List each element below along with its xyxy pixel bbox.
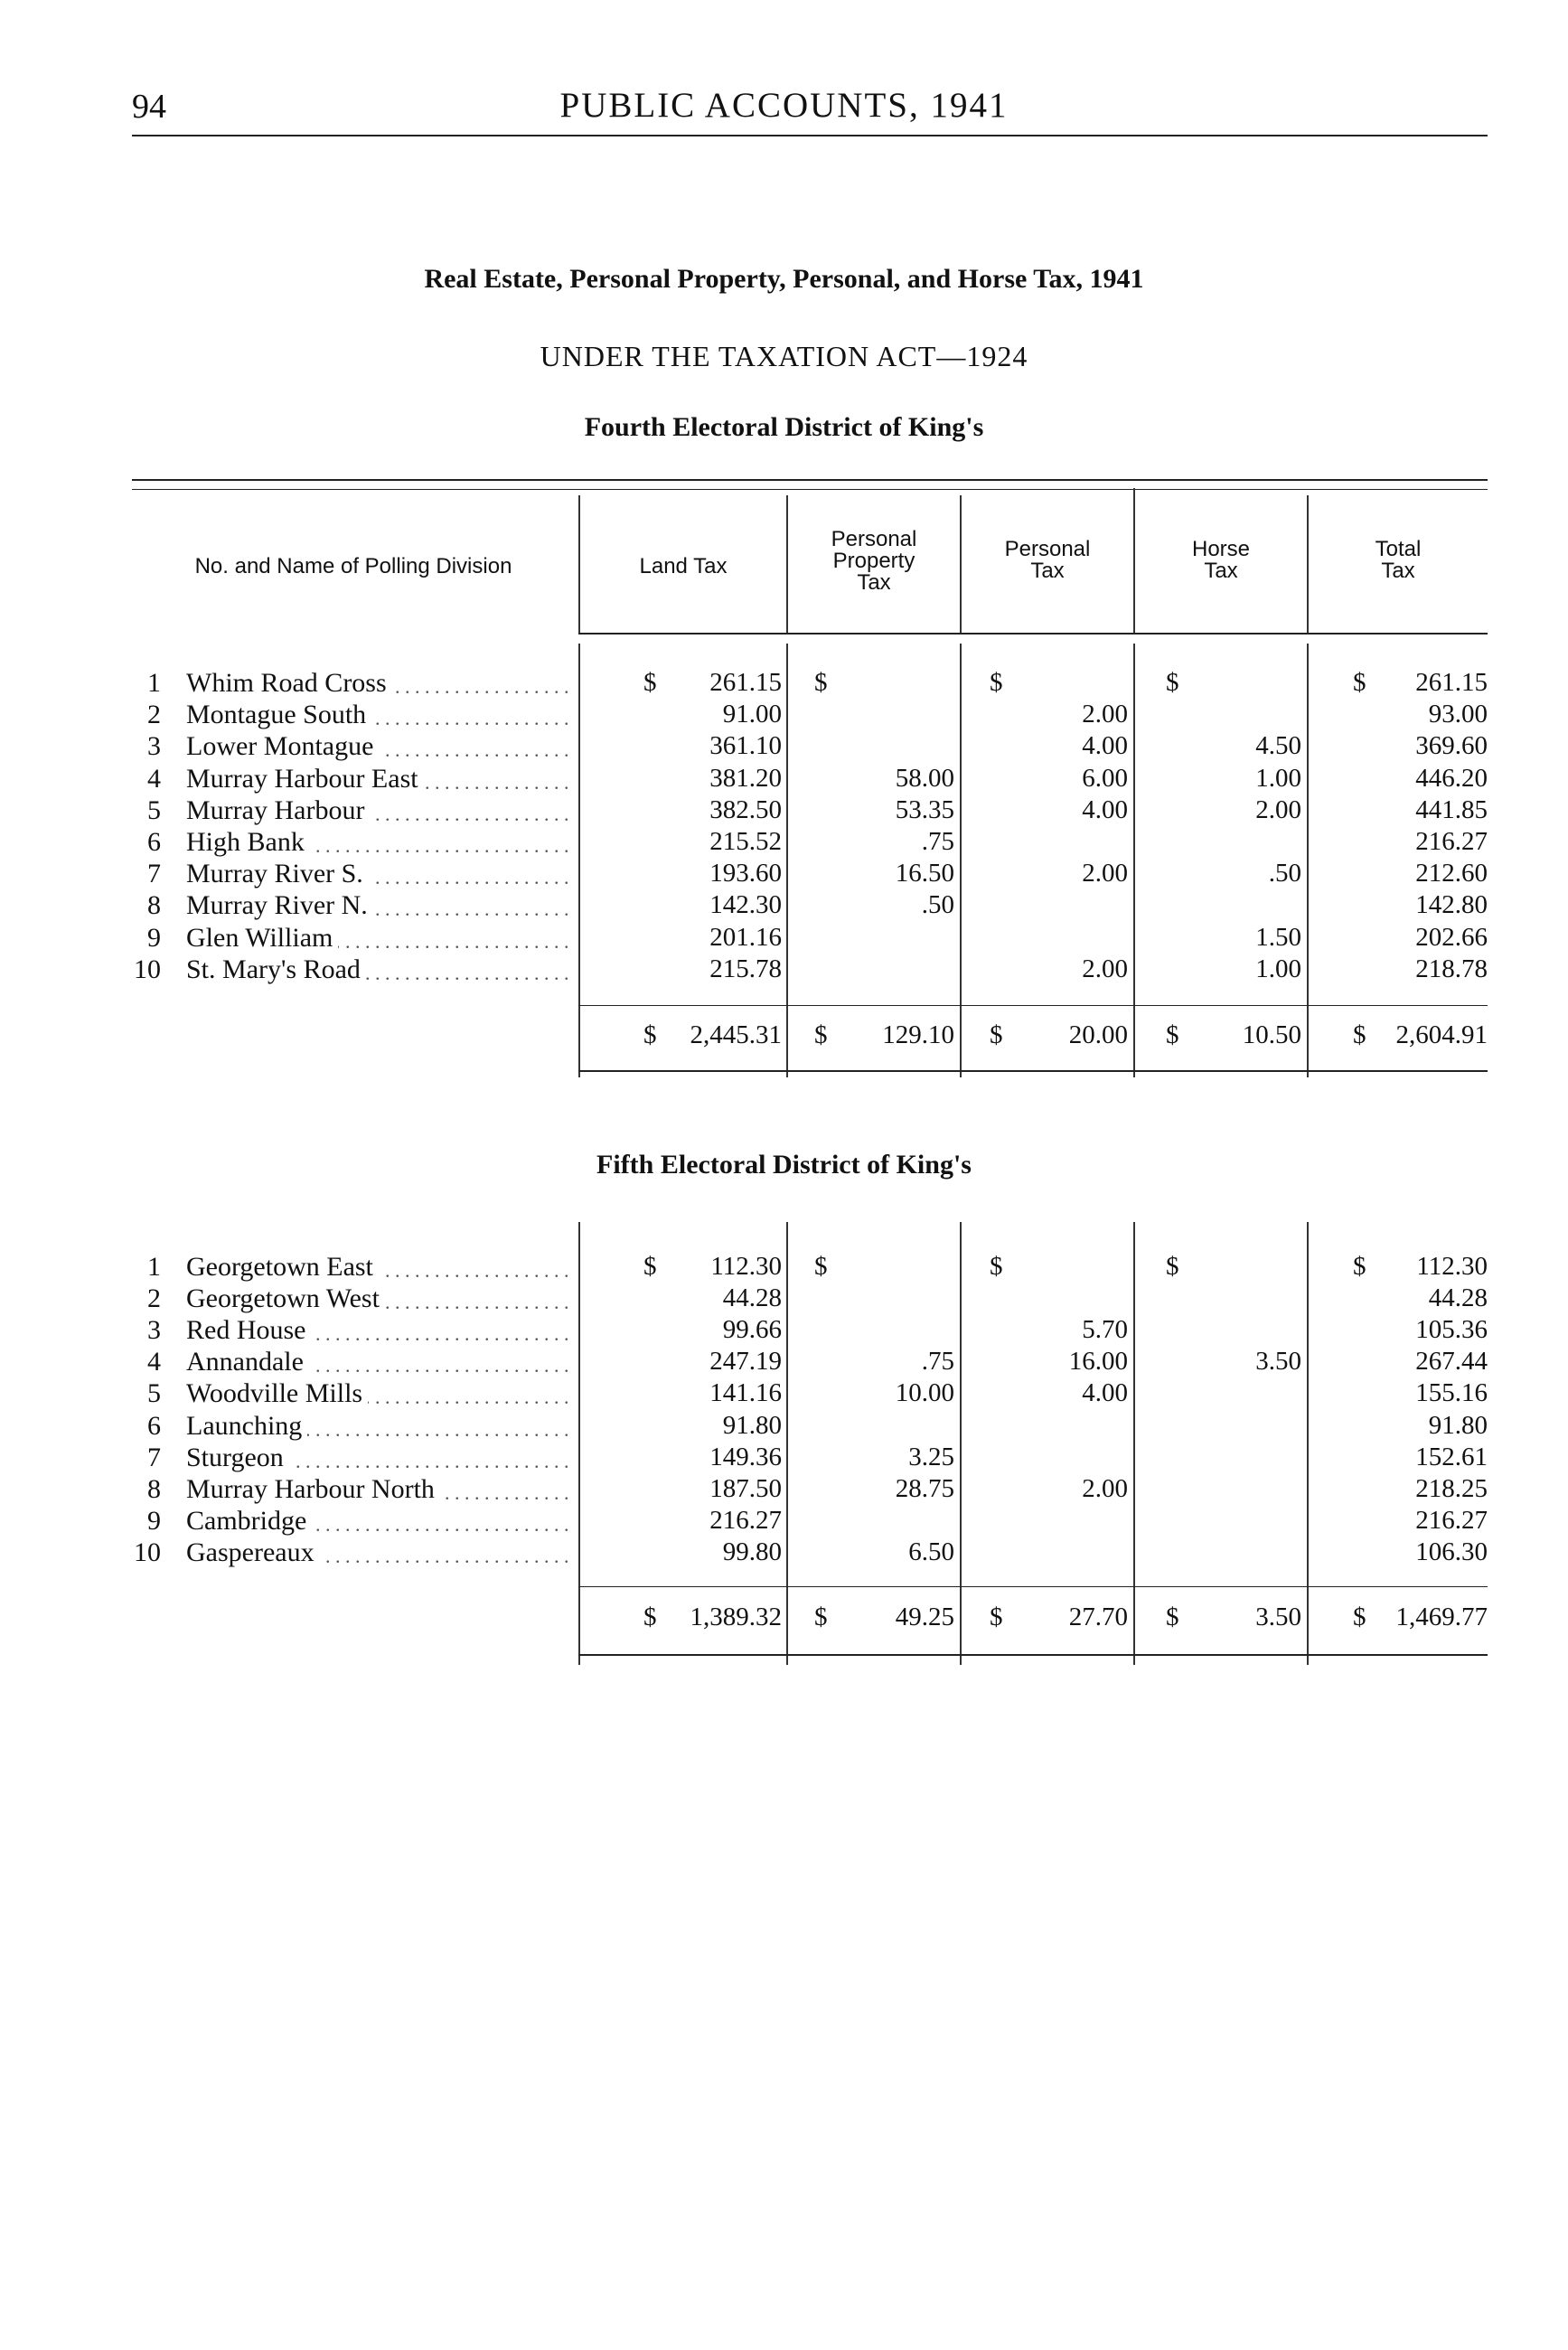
- division-name: Launching: [186, 1411, 307, 1442]
- personal-tax: 4.00: [1082, 1378, 1128, 1408]
- land-tax: 215.78: [709, 954, 782, 983]
- table-row: [0, 795, 1568, 827]
- division-number: 5: [147, 1378, 161, 1409]
- total-tax: 152.61: [1415, 1442, 1488, 1471]
- horse-tax: .50: [1268, 859, 1301, 888]
- table-row: [0, 1283, 1568, 1315]
- division-number: 4: [147, 1347, 161, 1377]
- currency-sign: $: [1353, 1020, 1366, 1049]
- land-tax: 112.30: [710, 1252, 782, 1281]
- table-row: [0, 731, 1568, 763]
- personal-property-tax: .75: [921, 827, 954, 856]
- table-top-rule-2: [132, 489, 1488, 490]
- currency-sign: $: [1166, 1252, 1179, 1281]
- currency-sign: $: [1353, 1252, 1366, 1281]
- total-tax: 93.00: [1428, 700, 1488, 729]
- horse-tax: 1.00: [1255, 954, 1301, 983]
- division-name: Glen William: [186, 923, 338, 954]
- currency-sign: $: [990, 1252, 1003, 1281]
- personal-tax: 5.70: [1082, 1315, 1128, 1345]
- table-row: [0, 700, 1568, 731]
- division-number: 10: [134, 954, 161, 984]
- table-row: [0, 1378, 1568, 1410]
- personal-tax: 4.00: [1082, 794, 1128, 824]
- total-tax: 105.36: [1415, 1315, 1488, 1345]
- currency-sign: $: [990, 668, 1003, 697]
- division-name: Murray Harbour North: [186, 1474, 440, 1505]
- division-name: Whim Road Cross: [186, 668, 392, 699]
- currency-sign: $: [814, 1020, 828, 1049]
- currency-sign: $: [643, 668, 657, 697]
- land-tax: 361.10: [709, 731, 782, 761]
- col-header-pp-1: Personal: [831, 527, 917, 551]
- currency-sign: $: [643, 1603, 657, 1631]
- col-header-land: Land Tax: [639, 554, 728, 578]
- district-5-title: Fifth Electoral District of King's: [596, 1150, 972, 1180]
- division-name: Murray River S.: [186, 859, 369, 889]
- table-row: [0, 954, 1568, 986]
- land-tax: 216.27: [709, 1505, 782, 1535]
- horse-tax: 1.50: [1255, 922, 1301, 952]
- table-row: [0, 1474, 1568, 1506]
- division-name: Red House: [186, 1315, 311, 1346]
- total-rule: [578, 1654, 1488, 1656]
- land-tax: 187.50: [709, 1473, 782, 1503]
- land-tax: 201.16: [709, 922, 782, 952]
- total-tax: 216.27: [1415, 827, 1488, 856]
- division-number: 3: [147, 731, 161, 762]
- table-row: [0, 859, 1568, 890]
- running-title: PUBLIC ACCOUNTS, 1941: [559, 86, 1009, 125]
- table-row: [0, 668, 1568, 700]
- division-number: 2: [147, 1283, 161, 1314]
- division-number: 5: [147, 794, 161, 825]
- col-header-pp-3: Tax: [857, 570, 891, 595]
- personal-property-tax: 3.25: [908, 1442, 954, 1471]
- table-row: [0, 1411, 1568, 1443]
- header-rule: [132, 135, 1488, 136]
- division-number: 9: [147, 922, 161, 953]
- division-number: 4: [147, 763, 161, 794]
- horse-tax: 1.00: [1255, 763, 1301, 793]
- personal-property-tax: 16.50: [895, 859, 954, 888]
- division-number: 9: [147, 1505, 161, 1536]
- total-tax: 112.30: [1416, 1252, 1488, 1281]
- horse-tax: 4.50: [1255, 731, 1301, 761]
- personal-tax-total: 20.00: [1068, 1020, 1128, 1049]
- land-tax: 381.20: [709, 763, 782, 793]
- total-tax: 441.85: [1415, 794, 1488, 824]
- col-header-horse-1: Horse: [1191, 537, 1251, 561]
- currency-sign: $: [990, 1603, 1003, 1631]
- total-tax: 216.27: [1415, 1505, 1488, 1535]
- division-name: Murray Harbour East: [186, 764, 424, 794]
- col-header-personal: [962, 539, 1133, 582]
- currency-sign: $: [814, 1252, 828, 1281]
- personal-property-tax: 28.75: [895, 1473, 954, 1503]
- land-tax: 149.36: [709, 1442, 782, 1471]
- division-number: 1: [147, 1252, 161, 1282]
- division-name: Annandale: [186, 1347, 309, 1377]
- totals-row: [0, 1603, 1568, 1634]
- land-tax: 99.80: [722, 1537, 782, 1566]
- page-number: 94: [132, 88, 166, 126]
- table-row: [0, 827, 1568, 859]
- table-row: [0, 1506, 1568, 1537]
- total-tax-total: 1,469.77: [1395, 1603, 1488, 1631]
- division-number: 3: [147, 1315, 161, 1346]
- division-name: Murray River N.: [186, 890, 373, 921]
- col-header-horse-2: Tax: [1204, 559, 1238, 583]
- subtitle: UNDER THE TAXATION ACT—1924: [540, 340, 1028, 372]
- horse-tax-total: 3.50: [1255, 1603, 1301, 1631]
- division-name: Cambridge: [186, 1506, 312, 1537]
- division-name: Lower Montague: [186, 731, 379, 762]
- personal-tax: 2.00: [1082, 700, 1128, 729]
- currency-sign: $: [1166, 668, 1179, 697]
- division-name: Georgetown East: [186, 1252, 379, 1283]
- table-row: [0, 923, 1568, 954]
- personal-tax-total: 27.70: [1068, 1603, 1128, 1631]
- personal-property-tax: 10.00: [895, 1378, 954, 1408]
- currency-sign: $: [814, 668, 828, 697]
- currency-sign: $: [1166, 1020, 1179, 1049]
- total-tax: 142.80: [1415, 890, 1488, 920]
- col-header-pp-2: Property: [832, 549, 915, 573]
- division-name: Murray Harbour: [186, 795, 370, 826]
- personal-property-tax: 53.35: [895, 794, 954, 824]
- personal-property-tax: 58.00: [895, 763, 954, 793]
- currency-sign: $: [1353, 1603, 1366, 1631]
- col-header-personal-1: Personal: [1004, 537, 1091, 561]
- col-header-personal-2: Tax: [1030, 559, 1065, 583]
- total-tax: 267.44: [1415, 1347, 1488, 1377]
- personal-tax: 2.00: [1082, 954, 1128, 983]
- personal-tax: 2.00: [1082, 859, 1128, 888]
- currency-sign: $: [1353, 668, 1366, 697]
- table-row: [0, 890, 1568, 922]
- division-number: 8: [147, 1473, 161, 1504]
- col-header-pp: [788, 529, 960, 594]
- land-tax: 91.00: [722, 700, 782, 729]
- division-name: Woodville Mills: [186, 1378, 368, 1409]
- table-row: [0, 1443, 1568, 1474]
- division-name: St. Mary's Road: [186, 954, 366, 985]
- division-number: 2: [147, 700, 161, 730]
- land-tax-total: 1,389.32: [690, 1603, 782, 1631]
- division-name: High Bank: [186, 827, 310, 858]
- land-tax: 382.50: [709, 794, 782, 824]
- land-tax: 99.66: [722, 1315, 782, 1345]
- land-tax: 261.15: [709, 668, 782, 697]
- land-tax: 247.19: [709, 1347, 782, 1377]
- land-tax: 91.80: [722, 1410, 782, 1440]
- division-number: 8: [147, 890, 161, 921]
- currency-sign: $: [643, 1252, 657, 1281]
- totals-row: [0, 1020, 1568, 1052]
- col-header-total: [1309, 539, 1488, 582]
- land-tax: 141.16: [709, 1378, 782, 1408]
- currency-sign: $: [814, 1603, 828, 1631]
- currency-sign: $: [643, 1020, 657, 1049]
- currency-sign: $: [990, 1020, 1003, 1049]
- personal-property-tax: .75: [921, 1347, 954, 1377]
- total-tax: 155.16: [1415, 1378, 1488, 1408]
- currency-sign: $: [1166, 1603, 1179, 1631]
- personal-tax: 4.00: [1082, 731, 1128, 761]
- land-tax: 193.60: [709, 859, 782, 888]
- land-tax: 215.52: [709, 827, 782, 856]
- total-rule: [578, 1070, 1488, 1072]
- sum-rule: [578, 1005, 1488, 1006]
- total-tax: 261.15: [1415, 668, 1488, 697]
- division-name: Georgetown West: [186, 1283, 385, 1314]
- total-tax: 446.20: [1415, 763, 1488, 793]
- table-row: [0, 1537, 1568, 1569]
- horse-tax: 3.50: [1255, 1347, 1301, 1377]
- division-number: 6: [147, 827, 161, 857]
- total-tax-total: 2,604.91: [1395, 1020, 1488, 1049]
- sum-rule: [578, 1586, 1488, 1587]
- table-row: [0, 1315, 1568, 1347]
- total-tax: 106.30: [1415, 1537, 1488, 1566]
- total-tax: 218.25: [1415, 1473, 1488, 1503]
- total-tax: 218.78: [1415, 954, 1488, 983]
- division-number: 1: [147, 668, 161, 698]
- personal-tax: 6.00: [1082, 763, 1128, 793]
- division-number: 10: [134, 1537, 161, 1567]
- personal-property-tax-total: 129.10: [882, 1020, 954, 1049]
- district-4-title: Fourth Electoral District of King's: [584, 412, 984, 442]
- division-name: Sturgeon: [186, 1443, 289, 1473]
- division-name: Montague South: [186, 700, 371, 730]
- total-tax: 369.60: [1415, 731, 1488, 761]
- personal-tax: 2.00: [1082, 1473, 1128, 1503]
- personal-property-tax: .50: [921, 890, 954, 920]
- division-number: 7: [147, 859, 161, 889]
- table-row: [0, 764, 1568, 795]
- land-tax-total: 2,445.31: [690, 1020, 782, 1049]
- col-header-total-2: Tax: [1381, 559, 1415, 583]
- land-tax: 44.28: [722, 1283, 782, 1313]
- personal-tax: 16.00: [1068, 1347, 1128, 1377]
- personal-property-tax-total: 49.25: [895, 1603, 954, 1631]
- table-row: [0, 1252, 1568, 1283]
- horse-tax-total: 10.50: [1242, 1020, 1301, 1049]
- division-number: 6: [147, 1410, 161, 1441]
- col-header-name: No. and Name of Polling Division: [194, 554, 512, 578]
- total-tax: 44.28: [1428, 1283, 1488, 1313]
- division-name: Gaspereaux: [186, 1537, 320, 1568]
- header-bottom-rule: [578, 633, 1488, 634]
- personal-property-tax: 6.50: [908, 1537, 954, 1566]
- table-row: [0, 1347, 1568, 1378]
- total-tax: 212.60: [1415, 859, 1488, 888]
- page-title: Real Estate, Personal Property, Personal, and Horse Tax, 1941: [424, 264, 1144, 294]
- col-header-horse: [1135, 539, 1307, 582]
- division-number: 7: [147, 1442, 161, 1472]
- table-top-rule: [132, 479, 1488, 481]
- horse-tax: 2.00: [1255, 794, 1301, 824]
- land-tax: 142.30: [709, 890, 782, 920]
- total-tax: 202.66: [1415, 922, 1488, 952]
- total-tax: 91.80: [1428, 1410, 1488, 1440]
- col-header-total-1: Total: [1375, 537, 1422, 561]
